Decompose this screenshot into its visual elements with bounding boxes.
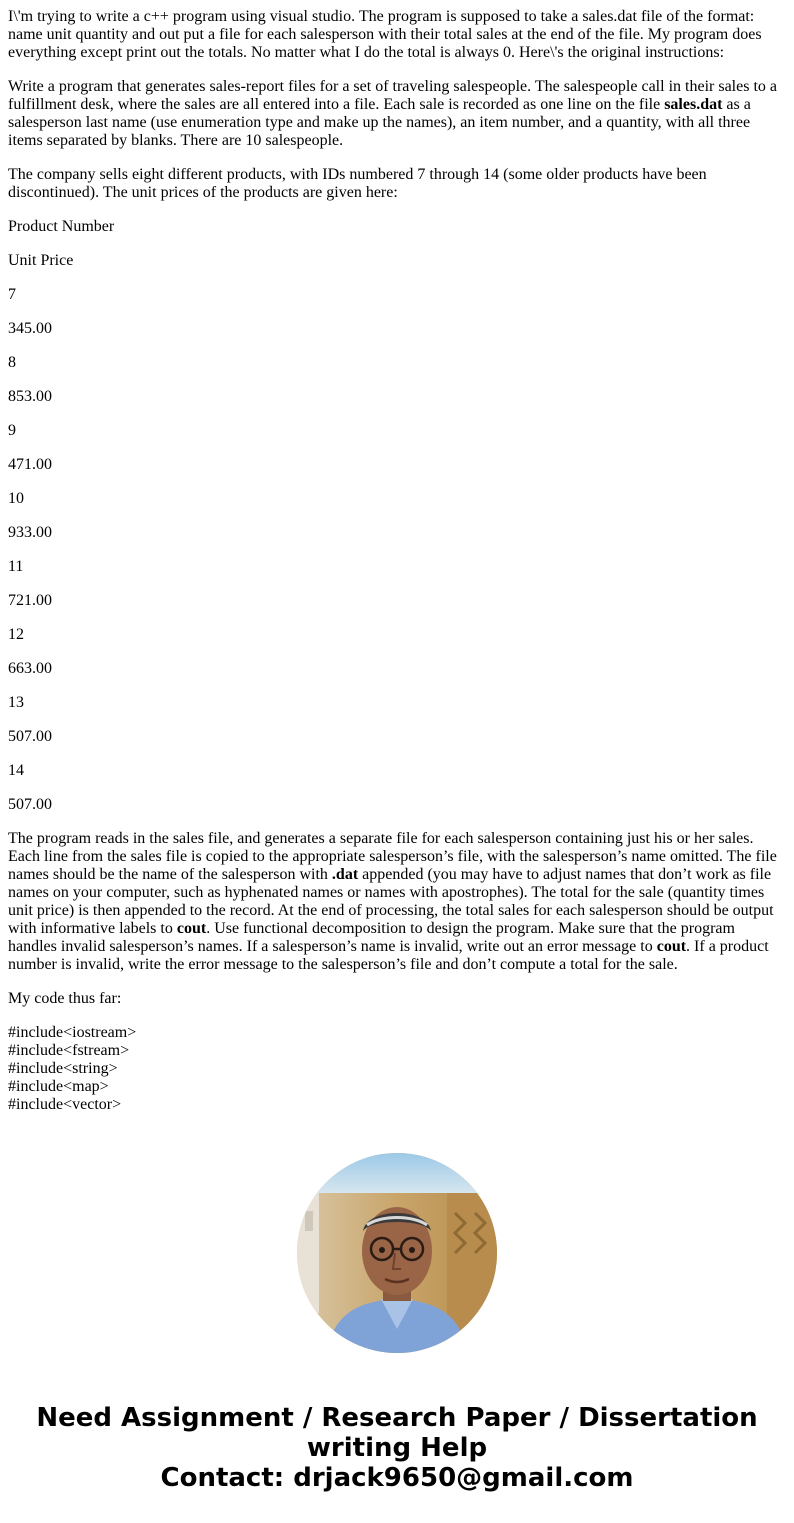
footer-line-2: writing Help (306, 1433, 488, 1463)
product-number: 9 (8, 422, 16, 439)
instructions-paragraph-1 (8, 78, 786, 150)
unit-price: 663.00 (8, 660, 52, 677)
footer-line-1: Need Assignment / Research Paper / Dissertation (36, 1403, 758, 1433)
instructions-paragraph-3 (8, 830, 786, 974)
product-number: 7 (8, 286, 16, 303)
code-line: #include<iostream> (8, 1024, 137, 1041)
unit-price: 507.00 (8, 728, 52, 745)
footer-banner (0, 1403, 794, 1493)
code-line: #include<fstream> (8, 1042, 130, 1059)
product-number: 13 (8, 694, 24, 711)
code-line: #include<vector> (8, 1096, 122, 1113)
unit-price: 345.00 (8, 320, 52, 337)
para3-bold-cout-2: cout (656, 938, 687, 955)
unit-price: 721.00 (8, 592, 52, 609)
code-line: #include<string> (8, 1060, 118, 1077)
instructions-paragraph-2: The company sells eight different products, with IDs numbered 7 through 14 (some older products have been discontinued). The unit prices of the products are given here: (8, 166, 707, 201)
table-header-price: Unit Price (8, 252, 74, 269)
product-number: 8 (8, 354, 16, 371)
para3-bold-cout-1: cout (176, 920, 207, 937)
para3-bold-dat: .dat (331, 866, 359, 883)
product-number: 10 (8, 490, 24, 507)
post-content (8, 8, 786, 1130)
footer-contact: Contact: drjack9650@gmail.com (160, 1463, 634, 1493)
unit-price: 507.00 (8, 796, 52, 813)
para3-text-b: appended (you may have to adjust names that don’t work as file names on your computer, such as hyphenated names or names with apostrophes). The total for the sale (quantity times unit price) is then appended to the record. At the end of processing, the total sales for each salesperson should be output with informative labels to (8, 866, 774, 937)
para1-bold-filename: sales.dat (664, 96, 723, 113)
product-number: 12 (8, 626, 24, 643)
author-avatar (297, 1153, 497, 1353)
para3-text-d: . If a product number is invalid, write the error message to the salesperson’s file and don’t compute a total for the sale. (8, 938, 769, 973)
unit-price: 933.00 (8, 524, 52, 541)
para3-text-c: . Use functional decomposition to design the program. Make sure that the program handles invalid salesperson’s names. If a salesperson’s name is invalid, write out an error message to (8, 920, 735, 955)
para3-text-a: The program reads in the sales file, and generates a separate file for each salesperson containing just his or her sales. Each line from the sales file is copied to the appropriate salesperson’s file, with the salesperson’s name omitted. The file names should be the name of the salesperson with (8, 830, 777, 883)
product-number: 14 (8, 762, 24, 779)
para1-text-a: Write a program that generates sales-report files for a set of traveling salespeople. The salespeople call in their sales to a fulfillment desk, where the sales are all entered into a file. Each sale is recorded as one line on the file (8, 78, 777, 113)
author-portrait-icon (297, 1153, 497, 1353)
product-number: 11 (8, 558, 24, 575)
unit-price: 853.00 (8, 388, 52, 405)
table-header-product: Product Number (8, 218, 115, 235)
code-line: #include<map> (8, 1078, 109, 1095)
unit-price: 471.00 (8, 456, 52, 473)
code-block (8, 1024, 786, 1114)
para1-text-b: as a salesperson last name (use enumeration type and make up the names), an item number, and a quantity, with all three items separated by blanks. There are 10 salespeople. (8, 96, 751, 149)
code-label: My code thus far: (8, 990, 122, 1007)
intro-paragraph: I\'m trying to write a c++ program using visual studio. The program is supposed to take a sales.dat file of the format: name unit quantity and out put a file for each salesperson with their total sales at the end of the file. My program does everything except print out the totals. No matter what I do the total is always 0. Here\'s the original instructions: (8, 8, 762, 61)
